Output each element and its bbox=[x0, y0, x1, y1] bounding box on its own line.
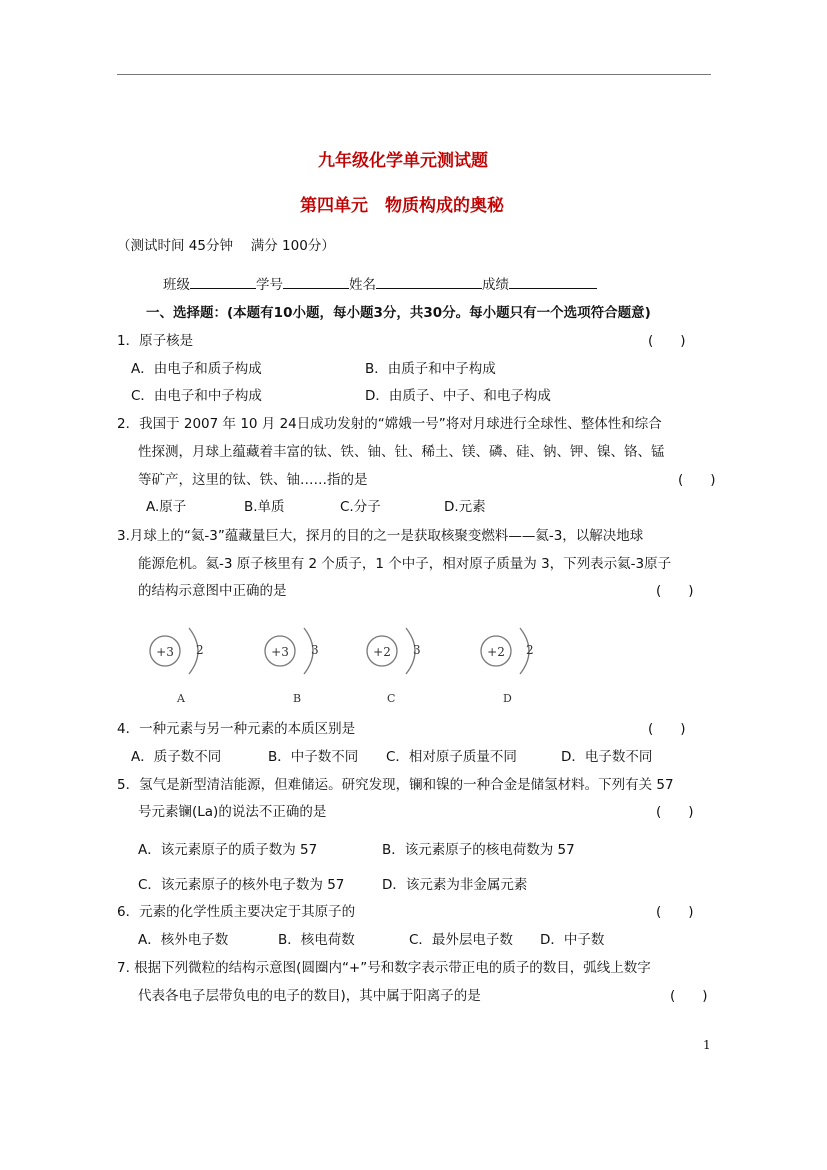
atom-diagram-a bbox=[150, 628, 204, 705]
q1-option-d: D．由质子、中子、和电子构成 bbox=[365, 388, 551, 404]
q5-line-2: 号元素镧(La)的说法不正确的是 bbox=[138, 804, 327, 820]
field-score-blank bbox=[509, 274, 597, 289]
diagram-label-a: A bbox=[177, 692, 185, 705]
q4-option-a: A．质子数不同 bbox=[131, 749, 222, 765]
q1-option-b: B．由质子和中子构成 bbox=[365, 361, 496, 377]
q2-option-b: B.单质 bbox=[244, 499, 285, 515]
q5-line-1: 5．氢气是新型清洁能源，但难储运。研究发现，镧和镍的一种合金是储氢材料。下列有关 57 bbox=[117, 777, 674, 793]
electron-count-c: 3 bbox=[413, 643, 421, 657]
diagram-label-b: B bbox=[293, 692, 302, 705]
electron-count-b: 3 bbox=[311, 643, 319, 657]
q5-option-b: B．该元素原子的核电荷数为 57 bbox=[382, 842, 575, 858]
q6-stem: 6．元素的化学性质主要决定于其原子的 bbox=[117, 904, 356, 920]
q6-option-c: C．最外层电子数 bbox=[409, 932, 513, 948]
q7-bracket: ( ) bbox=[670, 988, 708, 1004]
field-class-blank bbox=[190, 274, 256, 289]
q1-option-a: A．由电子和质子构成 bbox=[131, 361, 262, 377]
page-number: 1 bbox=[703, 1038, 711, 1052]
electron-count-a: 2 bbox=[196, 643, 204, 657]
q2-line-2: 性探测，月球上蕴藏着丰富的钛、铁、铀、钍、稀土、镁、磷、硅、钠、钾、镍、铬、锰 bbox=[138, 444, 665, 460]
header-rule bbox=[117, 74, 711, 75]
q6-bracket: ( ) bbox=[656, 904, 694, 920]
q6-option-a: A．核外电子数 bbox=[138, 932, 229, 948]
q6-option-b: B．核电荷数 bbox=[278, 932, 355, 948]
q1-option-c: C．由电子和中子构成 bbox=[131, 388, 262, 404]
q1-bracket: ( ) bbox=[648, 333, 686, 349]
atom-diagram-b bbox=[265, 628, 319, 705]
q2-option-a: A.原子 bbox=[146, 499, 187, 515]
q4-stem: 4．一种元素与另一种元素的本质区别是 bbox=[117, 721, 356, 737]
q2-option-d: D.元素 bbox=[444, 499, 486, 515]
q5-bracket: ( ) bbox=[656, 804, 694, 820]
nucleus-charge-a: +3 bbox=[156, 645, 174, 659]
section-heading: 一、选择题：(本题有10小题，每小题3分，共30分。每小题只有一个选项符合题意) bbox=[146, 305, 651, 321]
q3-line-2: 能源危机。氦-3 原子核里有 2 个质子，1 个中子，相对原子质量为 3，下列表示氦-3原子 bbox=[138, 556, 672, 572]
field-score-label: 成绩 bbox=[482, 277, 509, 293]
student-info-row bbox=[163, 274, 597, 295]
nucleus-charge-d: +2 bbox=[487, 645, 505, 659]
q3-atom-diagrams bbox=[147, 610, 537, 710]
q2-option-c: C.分子 bbox=[340, 499, 381, 515]
q7-line-1: 7. 根据下列微粒的结构示意图(圆圈内“+”号和数字表示带正电的质子的数目，弧线上数字 bbox=[117, 960, 651, 976]
q7-line-2: 代表各电子层带负电的电子的数目)，其中属于阳离子的是 bbox=[138, 988, 481, 1004]
q5-option-d: D．该元素为非金属元素 bbox=[382, 877, 528, 893]
q5-option-c: C．该元素原子的核外电子数为 57 bbox=[138, 877, 345, 893]
q1-stem: 1．原子核是 bbox=[117, 333, 194, 349]
diagram-label-c: C bbox=[387, 692, 396, 705]
q3-line-3: 的结构示意图中正确的是 bbox=[138, 583, 287, 599]
page-title: 九年级化学单元测试题 bbox=[318, 151, 488, 171]
q4-bracket: ( ) bbox=[648, 721, 686, 737]
page-subtitle: 第四单元 物质构成的奥秘 bbox=[300, 196, 504, 216]
q2-line-1: 2．我国于 2007 年 10 月 24日成功发射的“嫦娥一号”将对月球进行全球性、整体性和综合 bbox=[117, 416, 662, 432]
q6-option-d: D．中子数 bbox=[540, 932, 605, 948]
q3-bracket: ( ) bbox=[656, 583, 694, 599]
q4-option-b: B．中子数不同 bbox=[268, 749, 359, 765]
field-id-label: 学号 bbox=[256, 277, 283, 293]
nucleus-charge-b: +3 bbox=[271, 645, 289, 659]
test-info: （测试时间 45分钟 满分 100分） bbox=[117, 238, 335, 254]
field-name-label: 姓名 bbox=[349, 277, 376, 293]
q4-option-c: C．相对原子质量不同 bbox=[386, 749, 517, 765]
q4-option-d: D．电子数不同 bbox=[561, 749, 653, 765]
q3-line-1: 3.月球上的“氦-3”蕴藏量巨大，探月的目的之一是获取核聚变燃料——氦-3，以解决地球 bbox=[117, 528, 644, 544]
diagram-label-d: D bbox=[503, 692, 512, 705]
q2-bracket: ( ) bbox=[678, 472, 716, 488]
atom-diagram-c bbox=[367, 628, 421, 705]
field-id-blank bbox=[283, 274, 349, 289]
field-name-blank bbox=[376, 274, 482, 289]
q5-option-a: A．该元素原子的质子数为 57 bbox=[138, 842, 318, 858]
nucleus-charge-c: +2 bbox=[373, 645, 391, 659]
q2-line-3: 等矿产，这里的钛、铁、铀……指的是 bbox=[138, 472, 368, 488]
atom-diagram-d bbox=[481, 628, 534, 705]
electron-count-d: 2 bbox=[526, 643, 534, 657]
field-class-label: 班级 bbox=[163, 277, 190, 293]
